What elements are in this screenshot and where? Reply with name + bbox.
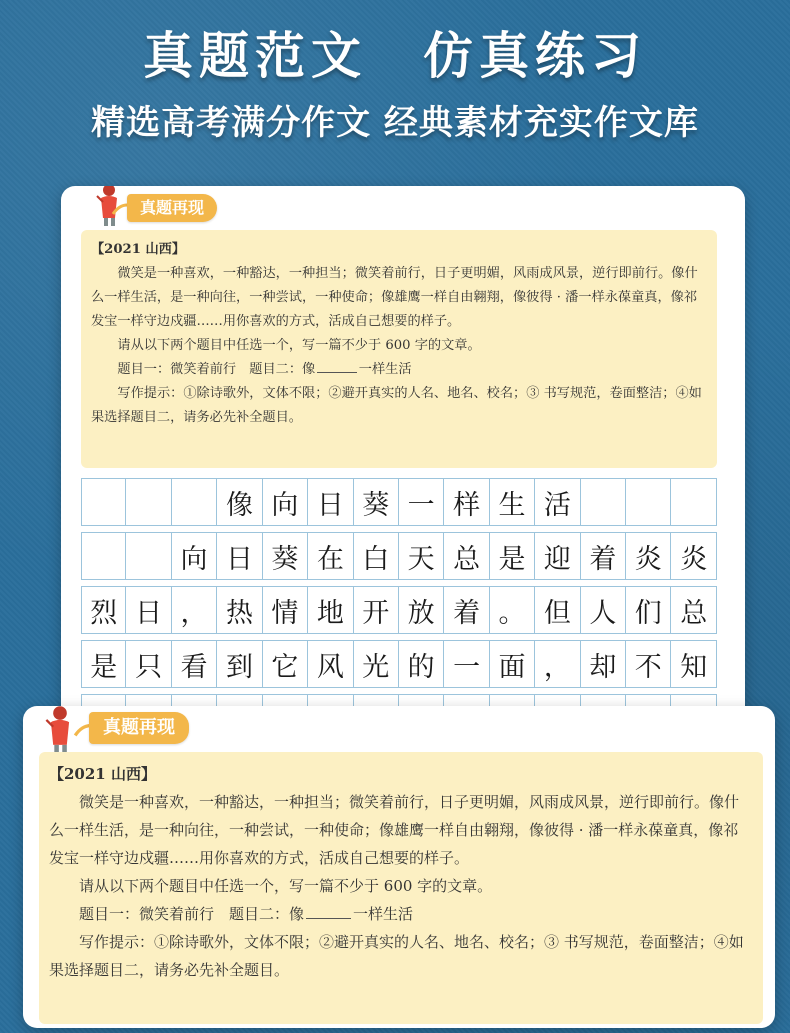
topic-two-blank [306,918,351,919]
prompt-paragraph: 微笑是一种喜欢，一种豁达，一种担当；微笑着前行，日子更明媚，风雨成风景，逆行即前行。像什么一样生活，是一种向往，一种尝试，一种使命；像雄鹰一样自由翱翔，像彼得 · 潘一样永葆童真，像祁发宝一样守边戍疆……用你喜欢的方式，活成自己想要的样子。 [91,266,698,329]
grid-cell: 向 [172,533,217,579]
grid-cell [126,533,171,579]
grid-cell: 光 [354,641,399,687]
grid-cell: 烈 [81,587,126,633]
grid-cell [581,479,626,525]
grid-cell: 生 [490,479,535,525]
page-title: 真题范文 仿真练习 [143,27,647,85]
grid-cell: 像 [217,479,262,525]
grid-cell: 着 [444,587,489,633]
tag-label: 真题再现 [127,194,217,222]
grid-row [81,586,717,634]
grid-cell: 活 [535,479,580,525]
grid-cell: 开 [354,587,399,633]
grid-cell: 它 [263,641,308,687]
grid-cell: 知 [671,641,716,687]
preview-card-back [61,186,745,726]
prompt-instruction: 请从以下两个题目中任选一个，写一篇不少于 600 字的文章。 [117,338,481,353]
tag-label: 真题再现 [89,712,189,744]
prompt-instruction: 请从以下两个题目中任选一个，写一篇不少于 600 字的文章。 [79,877,493,895]
grid-cell: ， [172,587,217,633]
grid-row [81,640,717,688]
grid-cell: 地 [308,587,353,633]
topic-two-prefix: 题目二：像 [229,905,305,923]
grid-cell [126,479,171,525]
grid-cell: 是 [490,533,535,579]
essay-grid [81,478,717,726]
grid-cell: 着 [581,533,626,579]
grid-cell [81,479,126,525]
grid-cell: 们 [626,587,671,633]
grid-cell: 看 [172,641,217,687]
prompt-source: 【2021 山西】 [91,242,186,257]
prompt-hint: 写作提示：①除诗歌外，文体不限；②避开真实的人名、地名、校名；③ 书写规范，卷面整洁；④如果选择题目二，请务必先补全题目。 [49,933,744,979]
grid-cell: 日 [126,587,171,633]
grid-cell [626,479,671,525]
grid-cell: 一 [399,479,444,525]
grid-cell: 。 [490,587,535,633]
grid-cell: ， [535,641,580,687]
grid-cell: 向 [263,479,308,525]
grid-cell: 是 [81,641,126,687]
grid-cell: 到 [217,641,262,687]
prompt-topics [91,358,707,382]
grid-cell: 迎 [535,533,580,579]
grid-cell: 葵 [354,479,399,525]
grid-cell [172,479,217,525]
topic-two-suffix: 一样生活 [358,362,412,377]
grid-row [81,532,717,580]
topic-one: 题目一：微笑着前行 [79,905,215,923]
grid-cell: 白 [354,533,399,579]
grid-cell: 样 [444,479,489,525]
grid-cell: 葵 [263,533,308,579]
grid-cell: 总 [444,533,489,579]
grid-cell: 热 [217,587,262,633]
prompt-source: 【2021 山西】 [49,765,156,783]
grid-cell: 但 [535,587,580,633]
grid-cell: 人 [581,587,626,633]
grid-cell: 却 [581,641,626,687]
topic-two-blank [317,372,357,373]
grid-cell: 天 [399,533,444,579]
prompt-box [81,230,717,468]
grid-cell: 日 [217,533,262,579]
prompt-paragraph: 微笑是一种喜欢，一种豁达，一种担当；微笑着前行，日子更明媚，风雨成风景，逆行即前行。像什么一样生活，是一种向往，一种尝试，一种使命；像雄鹰一样自由翱翔，像彼得 · 潘一样永葆童真，像祁发宝一样守边戍疆……用你喜欢的方式，活成自己想要的样子。 [49,793,740,867]
prompt-box [39,752,763,1024]
grid-cell: 在 [308,533,353,579]
grid-cell: 风 [308,641,353,687]
grid-cell: 面 [490,641,535,687]
topic-one: 题目一：微笑着前行 [117,362,237,377]
grid-cell: 不 [626,641,671,687]
preview-card-front [23,706,775,1028]
topic-two-suffix: 一样生活 [353,905,414,923]
page-subtitle: 精选高考满分作文 经典素材充实作文库 [91,103,699,143]
grid-cell: 炎 [671,533,716,579]
grid-cell: 的 [399,641,444,687]
grid-cell [671,479,716,525]
grid-cell: 情 [263,587,308,633]
prompt-hint: 写作提示：①除诗歌外，文体不限；②避开真实的人名、地名、校名；③ 书写规范，卷面整洁；④如果选择题目二，请务必先补全题目。 [91,386,702,425]
grid-cell: 一 [444,641,489,687]
grid-cell: 放 [399,587,444,633]
grid-cell [81,533,126,579]
grid-row [81,478,717,526]
grid-cell: 炎 [626,533,671,579]
topic-two-prefix: 题目二：像 [249,362,316,377]
grid-cell: 日 [308,479,353,525]
grid-cell: 只 [126,641,171,687]
prompt-topics [49,900,753,928]
grid-cell: 总 [671,587,716,633]
